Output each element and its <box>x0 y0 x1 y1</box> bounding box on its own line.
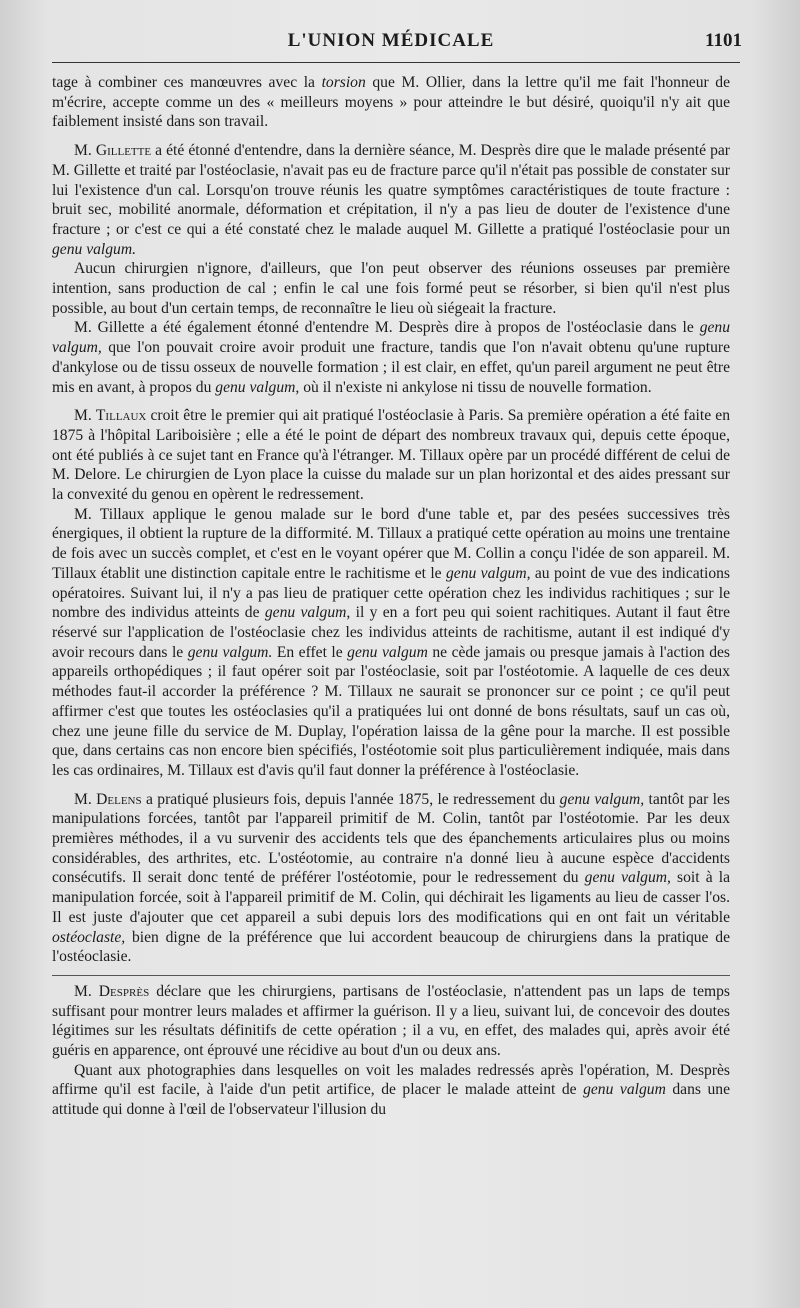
paragraph-delens: M. Delens a pratiqué plusieurs fois, depuis l'année 1875, le redressement du genu valgum, tantôt par les manipulations forcées, tantôt par l'appareil primitif de M. Colin, tantôt par l'ostéotomie. Par les deux premières méthodes, il a vu survenir des accidents tels que des épanchements articulaires plus ou moins considérables, des arthrites, etc. L'ostéotomie, au contraire n'a donné lieu à aucune espèce d'accidents consécutifs. Il serait donc tenté de préférer l'ostéotomie, pour le redressement du genu valgum, soit à la manipulation forcée, soit à l'appareil primitif de M. Colin, qui déchirait les ligaments au lieu de casser l'os. Il est juste d'ajouter que cet appareil a subi depuis lors des modifications qui en ont fait un véritable ostéoclaste, bien digne de la préférence que lui accordent beaucoup de chirurgiens dans la pratique de l'ostéoclasie. <box>52 790 731 966</box>
speaker-name: Tillaux <box>95 407 147 425</box>
speaker-name: Delens <box>96 790 142 808</box>
journal-title: L'UNION MÉDICALE <box>287 30 495 51</box>
header-rule <box>52 62 740 63</box>
section-rule <box>52 975 730 976</box>
article-body <box>52 73 730 1120</box>
paragraph-continuation: tage à combiner ces manœuvres avec la torsion que M. Ollier, dans la lettre qu'il me fait l'honneur de m'écrire, accepte comme un des « meilleurs moyens » pour atteindre le but désiré, quoiqu'il n'y ait que faiblement insisté dans son travail. <box>52 74 730 131</box>
page-number: 1101 <box>705 30 742 51</box>
paragraph-cal: Aucun chirurgien n'ignore, d'ailleurs, que l'on peut observer des réunions osseuses par première intention, sans production de cal ; enfin le cal une fois formé peut se résorber, si bien qu'il n'est plus possible, au bout d'un certain temps, de reconnaître le lieu où siégeait la fracture. <box>52 260 730 317</box>
paragraph-despres: M. Desprès déclare que les chirurgiens, partisans de l'ostéoclasie, n'attendent pas un laps de temps suffisant pour montrer leurs malades et affirmer la guérison. Il y a lieu, suivant lui, de concevoir des doutes légitimes sur les résultats définitifs de cette opération ; il a vu, en effet, des malades qui, après avoir été guéris en apparence, ont éprouvé une récidive au bout d'un ou deux ans. <box>52 982 730 1060</box>
paragraph-gillette: M. Gillette a été étonné d'entendre, dans la dernière séance, M. Desprès dire que le malade présenté par M. Gillette et traité par l'ostéoclasie, n'avait pas eu de fracture parce qu'il n'était pas possible de constater sur lui l'existence d'un cal. Lorsqu'on trouve réunis les quatre symptômes caractéristiques de toute fracture : bruit sec, mobilité anormale, déformation et crépitation, il n'y a pas lieu de douter de l'existence d'une fracture ; or c'est ce qui a été constaté chez le malade auquel M. Gillette a pratiqué l'ostéoclasie pour un genu valgum. <box>52 142 730 258</box>
paragraph-tillaux-2: M. Tillaux applique le genou malade sur le bord d'une table et, par des pesées successives très énergiques, il obtient la rupture de la difformité. M. Tillaux a pratiqué cette opération au moins une trentaine de fois avec un succès complet, et c'est en le voyant opérer que M. Collin a conçu l'idée de son appareil. M. Tillaux établit une distinction capitale entre le rachitisme et le genu valgum, au point de vue des indications opératoires. Suivant lui, il n'y a pas lieu de pratiquer cette opération chez les individus rachitiques ; sur le nombre des individus atteints de genu valgum, il y en a fort peu qui soient rachitiques. Autant il faut être réservé sur l'application de l'ostéoclasie chez les individus atteints de rachitisme, autant il est indiqué d'y avoir recours dans le genu valgum. En effet le genu valgum ne cède jamais ou presque jamais à l'action des appareils orthopédiques ; il faut opérer soit par l'ostéoclasie, soit par l'ostéotomie. A laquelle de ces deux méthodes faut-il accorder la préférence ? M. Tillaux ne saurait se prononcer sur ce point ; ce qu'il peut affirmer c'est que toutes les ostéoclasies qu'il a pratiquées lui ont donné de bons résultats, sauf un cas où, chez une jeune fille du service de M. Duplay, l'opération laissa de la gêne pour la marche. Il est possible que, dans certains cas non encore bien spécifiés, l'ostéotomie soit plus particulièrement indiquée, mais dans les cas ordinaires, M. Tillaux est d'avis qu'il faut donner la préférence à l'ostéoclasie. <box>52 505 731 779</box>
paragraph-gillette-2: M. Gillette a été également étonné d'entendre M. Desprès dire à propos de l'ostéoclasie dans le genu valgum, que l'on pouvait croire avoir produit une fracture, tandis que l'on n'avait obtenu qu'une rupture d'ankylose ou de tissu osseux de nouvelle formation ; il est clair, en effet, qu'un pareil argument ne peut être mis en avant, à propos du genu valgum, où il n'existe ni ankylose ni tissu de nouvelle formation. <box>52 319 730 396</box>
speaker-name: Desprès <box>98 982 150 1000</box>
page-header <box>52 26 742 60</box>
paragraph-photographies: Quant aux photographies dans lesquelles on voit les malades redressés après l'opération, M. Desprès affirme qu'il est facile, à l'aide d'un petit artifice, de placer le malade atteint de genu valgum dans une attitude qui donne à l'œil de l'observateur l'illusion du <box>52 1061 730 1119</box>
paragraph-tillaux: M. Tillaux croit être le premier qui ait pratiqué l'ostéoclasie à Paris. Sa première opération a été faite en 1875 à l'hôpital Lariboisière ; elle a été le point de départ des nombreux travaux qui, depuis cette époque, ont été publiés à ce sujet tant en France qu'à l'étranger. M. Tillaux opère par un procédé différent de celui de M. Delore. Le chirurgien de Lyon place la cuisse du malade sur un plan horizontal et des aides pressant sur la convexité du genou en opèrent le redressement. <box>52 407 730 504</box>
speaker-name: Gillette <box>95 142 152 160</box>
